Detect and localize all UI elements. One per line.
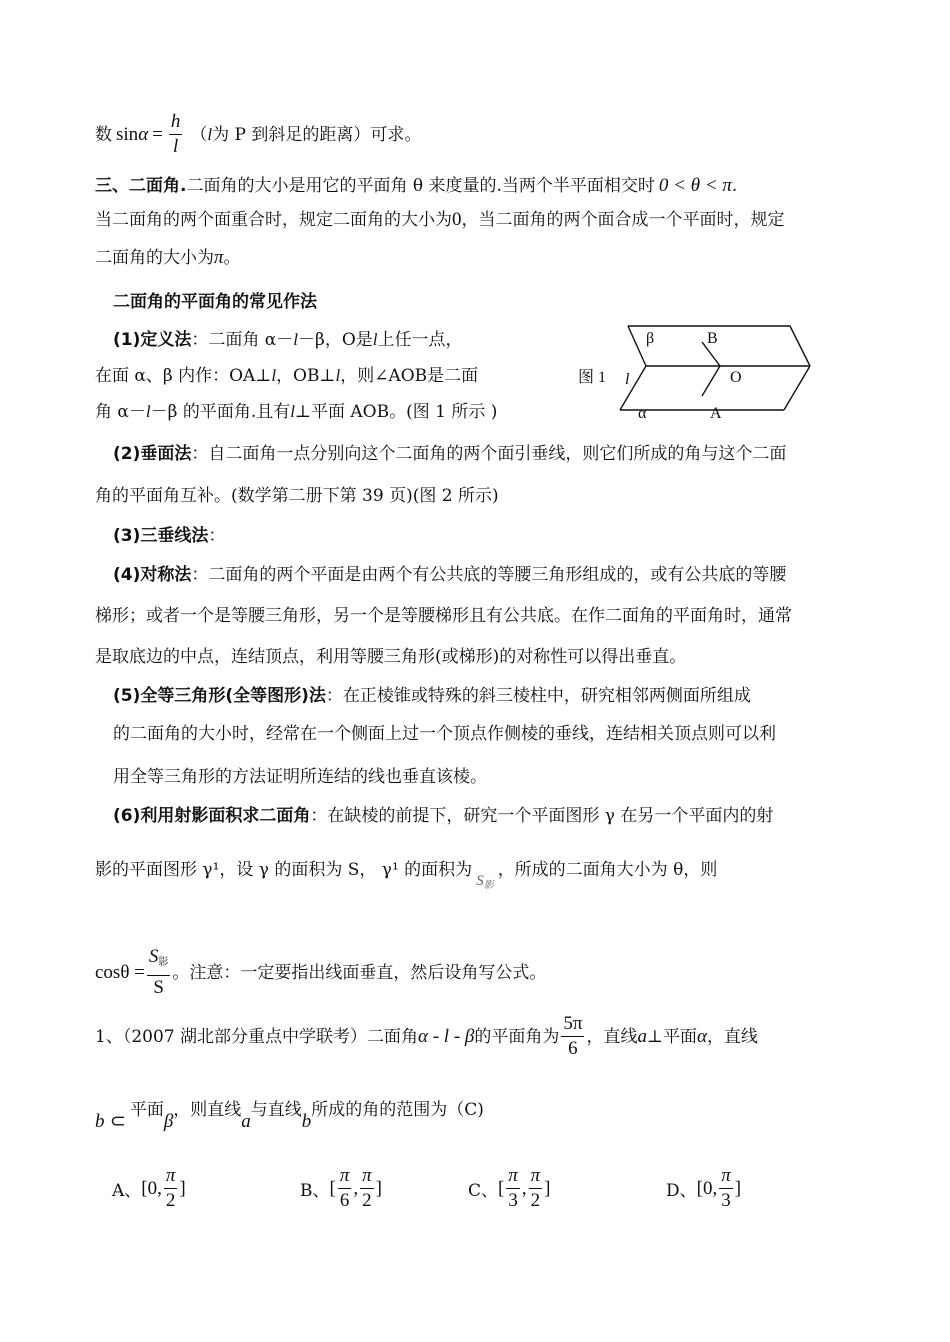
- text-span: 角 α－: [95, 402, 146, 422]
- fraction-denominator: S: [153, 977, 164, 998]
- text-span: 上任一点，: [377, 330, 463, 350]
- text-span: b: [301, 1111, 312, 1132]
- text-span: 平面: [129, 1100, 164, 1120]
- figure-caption: 图 1: [578, 369, 607, 386]
- dihedral-angle-expr: α - l - β: [417, 1025, 475, 1047]
- section-3-heading: 三、二面角.: [95, 176, 187, 196]
- text-span: [: [329, 1177, 336, 1199]
- method-1-line-3: [95, 400, 497, 424]
- methods-title: 二面角的平面角的常见作法: [113, 292, 317, 312]
- text-span: S: [476, 873, 484, 889]
- pi-symbol: π: [214, 247, 224, 268]
- text-span: 2: [530, 1190, 541, 1211]
- text-span: [: [141, 1177, 148, 1199]
- lower-left-edge: [620, 366, 646, 410]
- text-span: ，直线: [706, 1026, 758, 1047]
- text-span: 影: [158, 957, 169, 968]
- section-3-text: 二面角的大小是用它的平面角 θ 来度量的.当两个半平面相交时: [186, 176, 655, 196]
- text-span: l: [293, 330, 298, 349]
- edge-line-l: [628, 326, 646, 366]
- method-5-line-1: [113, 684, 751, 708]
- option-d[interactable]: D、 [ 0 , $\frac{\pi}{3}$ ]: [666, 1165, 742, 1211]
- text-span: π: [360, 1164, 374, 1189]
- text-span: 所成的角的范围为（C): [311, 1100, 484, 1120]
- angle-inequality: 0 < θ < π: [658, 175, 732, 196]
- l-symbol: l: [207, 124, 213, 144]
- section-3-line-2: [95, 208, 785, 232]
- option-a[interactable]: A、 [ 0 , $\frac{\pi}{2}$ ]: [112, 1165, 186, 1211]
- text-span: 的平面角为: [474, 1026, 560, 1047]
- method-4-line-1: [113, 563, 786, 587]
- method-2-label: (2)垂面法: [113, 444, 192, 464]
- text-span: b: [95, 1111, 105, 1132]
- option-c[interactable]: C、 [ $\frac{\pi}{3}$ , $\frac{\pi}{2}$ ]: [468, 1165, 551, 1211]
- text-span: ]: [375, 1177, 382, 1199]
- five-pi-over-six: [561, 1012, 584, 1061]
- projection-area-fraction: [147, 945, 171, 1000]
- option-b[interactable]: B、 [ $\frac{\pi}{6}$ , $\frac{\pi}{2}$ ]: [300, 1165, 382, 1211]
- lower-right-edge: [784, 366, 810, 410]
- text-span: 0: [147, 1177, 158, 1199]
- text-span: 在面 α、β 内作：OA⊥: [95, 366, 272, 386]
- upper-bound: [529, 1164, 543, 1213]
- alpha-symbol: α: [138, 123, 149, 145]
- text-span: 影的平面图形 γ¹，设 γ 的面积为 S， γ¹ 的面积为: [95, 860, 473, 880]
- text-span: 5π: [561, 1012, 584, 1037]
- method-6-line-1: [113, 804, 773, 828]
- label-alpha: α: [638, 405, 647, 422]
- text-span: 0: [702, 1177, 713, 1199]
- text-span: 。: [223, 248, 241, 268]
- text-span: 6: [339, 1190, 350, 1211]
- upper-bound: [719, 1164, 733, 1213]
- method-2-line-2: 角的平面角互补。(数学第二册下第 39 页)(图 2 所示): [95, 486, 499, 506]
- sine-formula-line: [95, 110, 421, 159]
- text-span: ：在正棱锥或特殊的斜三棱柱中，研究相邻两侧面所组成: [325, 686, 751, 706]
- text-span: α: [696, 1025, 707, 1047]
- zero-value: 0: [452, 209, 462, 230]
- text-span: β: [163, 1111, 174, 1132]
- method-1-line-2: [95, 364, 478, 388]
- method-6-line-3: [95, 945, 546, 1000]
- section-3-line-3: [95, 246, 241, 270]
- text-span: ，OB⊥: [276, 366, 336, 386]
- text-span: A、: [112, 1181, 142, 1201]
- text-span: ，则∠AOB是二面: [340, 366, 479, 386]
- text-span: π: [719, 1164, 733, 1189]
- method-4-line-3: 是取底边的中点，连结顶点，利用等腰三角形(或梯形)的对称性可以得出垂直。: [95, 647, 687, 667]
- text-span: ：二面角的两个平面是由两个有公共底的等腰三角形组成的，或有公共底的等腰: [191, 565, 787, 585]
- text-span: D、: [666, 1181, 697, 1201]
- text-span: 影: [483, 880, 494, 891]
- label-l: l: [625, 371, 630, 388]
- question-1-line-1: [95, 1012, 758, 1061]
- sin-text: sin: [116, 123, 139, 145]
- text-span: S: [148, 946, 159, 967]
- upper-bound: [360, 1164, 374, 1213]
- text-span: 与直线: [250, 1100, 302, 1120]
- distance-note: 为 P 到斜足的距离）可求。: [212, 124, 422, 145]
- method-1-line-1: [113, 328, 463, 352]
- text-span: 6: [568, 1038, 578, 1059]
- lower-bound: [338, 1164, 352, 1213]
- s-shadow: [476, 873, 494, 889]
- text-span: ⊂: [109, 1111, 126, 1132]
- text-span: －β 的平面角.且有: [150, 402, 291, 422]
- method-4-label: (4)对称法: [113, 565, 192, 585]
- text-span: ]: [544, 1177, 551, 1199]
- text-span: l: [335, 366, 341, 385]
- text-span: ，直线: [586, 1026, 638, 1047]
- text-span: a: [241, 1111, 251, 1132]
- text-span: π: [338, 1164, 352, 1189]
- label-A: A: [710, 405, 722, 422]
- text-span: [: [498, 1177, 505, 1199]
- text-prefix: 数: [95, 124, 112, 145]
- open-paren: （: [190, 124, 208, 145]
- text-span: B、: [300, 1181, 330, 1201]
- text-span: 当二面角的两个面重合时，规定二面角的大小为: [95, 210, 452, 230]
- method-5-line-3: 用全等三角形的方法证明所连结的线也垂直该棱。: [113, 767, 487, 787]
- text-span: [: [696, 1177, 703, 1199]
- text-span: l: [271, 366, 277, 385]
- method-5-line-2: 的二面角的大小时，经常在一个侧面上过一个顶点作侧棱的垂线，连结相关顶点则可以利: [113, 724, 776, 744]
- fraction-numerator: [147, 945, 171, 976]
- text-span: π: [164, 1164, 178, 1189]
- method-5-label: (5)全等三角形(全等图形)法: [113, 686, 326, 706]
- question-1-line-2: [95, 1098, 484, 1138]
- method-4-line-2: 梯形；或者一个是等腰三角形，另一个是等腰梯形且有公共底。在作二面角的平面角时，通常: [95, 606, 792, 626]
- h-over-l-fraction: [169, 110, 183, 159]
- text-span: a: [637, 1025, 647, 1047]
- text-span: 3: [721, 1190, 731, 1211]
- text-span: ⊥平面 AOB。(图 1 所示 ): [295, 402, 498, 422]
- method-6-line-2: [95, 858, 718, 891]
- segment-OA: [702, 366, 720, 396]
- upper-half-plane-outline: [628, 326, 810, 366]
- text-span: 3: [508, 1190, 518, 1211]
- section-3-line-1: [95, 174, 737, 198]
- text-span: ，当二面角的两个面合成一个平面时，规定: [461, 210, 785, 230]
- text-span: ：: [208, 526, 226, 546]
- fraction-numerator: h: [169, 110, 183, 135]
- lower-bound: [506, 1164, 520, 1213]
- equals-sign: =: [152, 123, 163, 145]
- text-span: 。注意：一定要指出线面垂直，然后设角写公式。: [172, 962, 547, 983]
- text-span: ：在缺棱的前提下，研究一个平面图形 γ 在另一个平面内的射: [310, 806, 774, 826]
- figure-1-dihedral-angle: [570, 318, 830, 428]
- text-span: －β，O是: [298, 330, 373, 350]
- text-span: ：自二面角一点分别向这个二面角的两个面引垂线，则它们所成的角与这个二面: [191, 444, 787, 464]
- upper-bound: [164, 1164, 178, 1213]
- text-span: C、: [468, 1181, 499, 1201]
- text-span: 1、（2007 湖北部分重点中学联考）二面角: [95, 1026, 418, 1047]
- label-B: B: [707, 330, 718, 347]
- text-span: 二面角的大小为: [95, 248, 214, 268]
- method-2-line-1: [113, 442, 786, 466]
- text-span: ]: [179, 1177, 186, 1199]
- text-span: π: [506, 1164, 520, 1189]
- fraction-denominator: l: [173, 136, 179, 157]
- method-3-line: [113, 524, 225, 548]
- method-3-label: (3)三垂线法: [113, 526, 209, 546]
- label-O: O: [730, 369, 742, 386]
- label-beta: β: [646, 330, 655, 347]
- text-span: l: [372, 330, 378, 349]
- text-span: l: [145, 402, 151, 421]
- text-span: ：二面角 α－: [191, 330, 294, 350]
- text-span: ，则直线: [173, 1100, 242, 1120]
- period: .: [731, 176, 738, 196]
- text-span: 2: [362, 1190, 372, 1211]
- text-span: ，所成的二面角大小为 θ，则: [497, 860, 718, 880]
- text-span: ]: [734, 1177, 742, 1199]
- method-1-label: (1)定义法: [113, 330, 192, 350]
- cos-theta: cosθ =: [95, 961, 145, 983]
- method-6-label: (6)利用射影面积求二面角: [113, 806, 311, 826]
- text-span: 2: [165, 1190, 176, 1211]
- text-span: ⊥平面: [646, 1026, 697, 1047]
- text-span: π: [529, 1164, 543, 1189]
- text-span: l: [290, 402, 295, 421]
